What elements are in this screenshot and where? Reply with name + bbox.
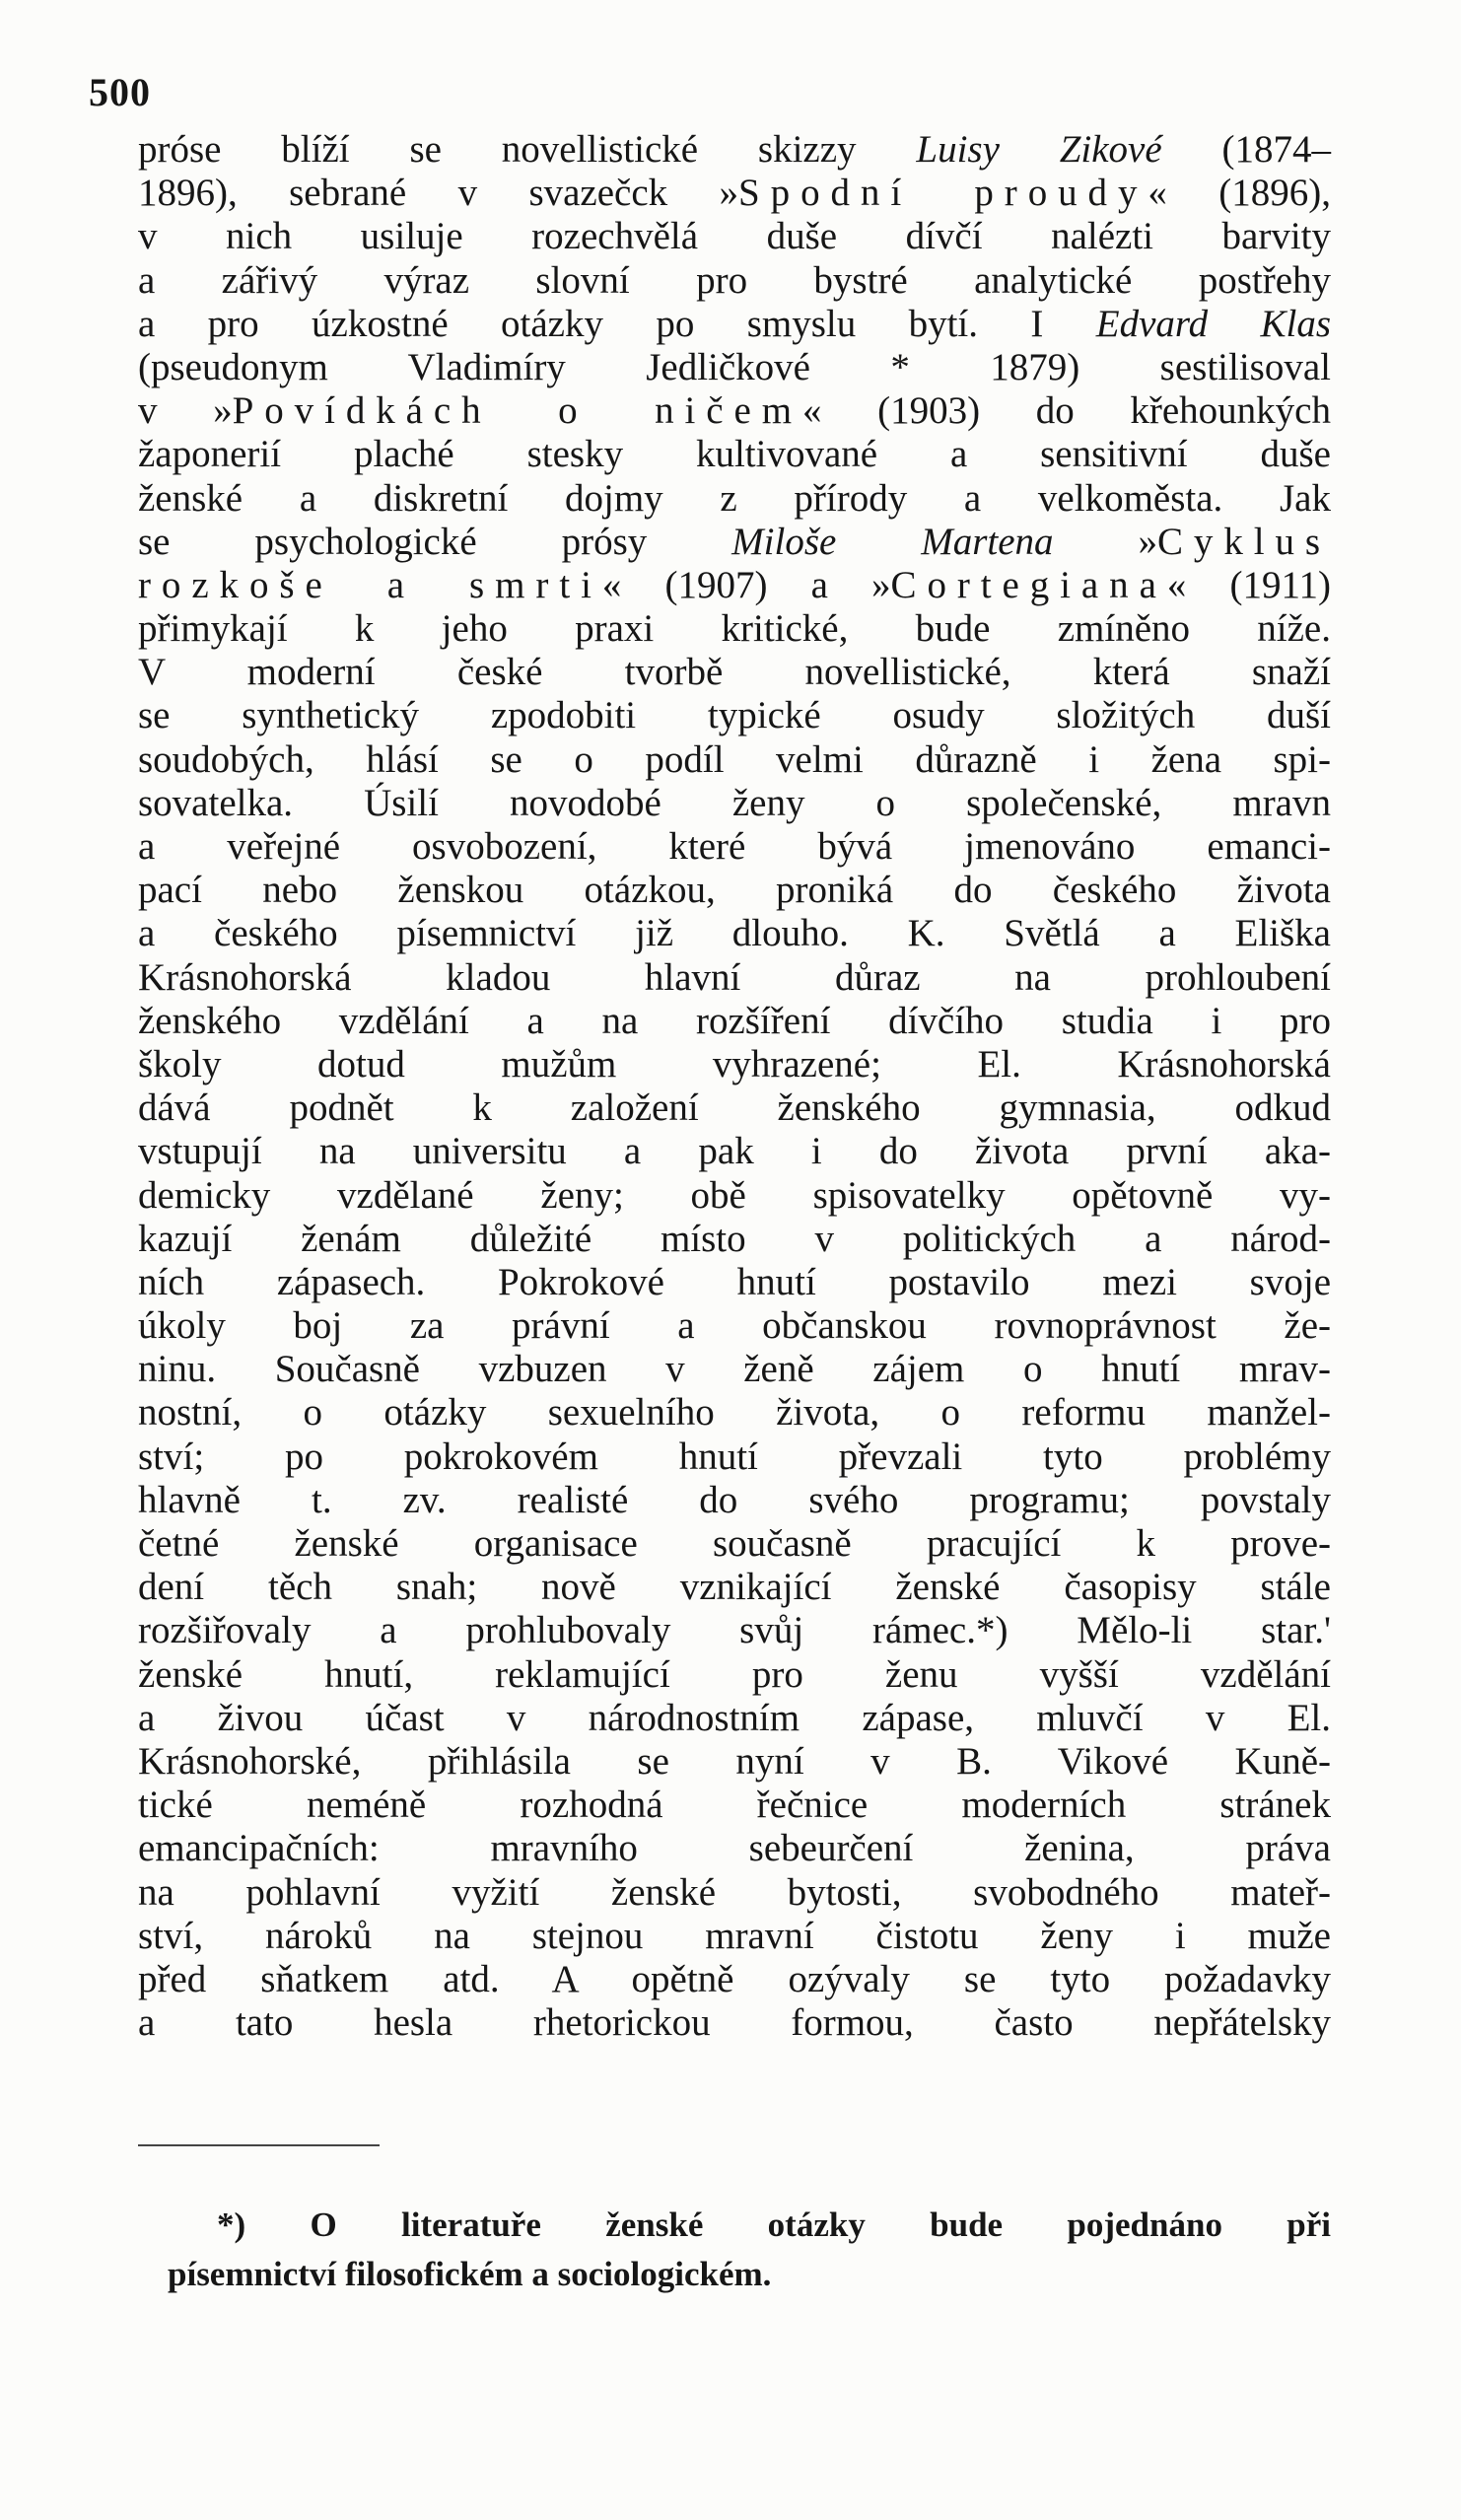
text-line: dává podnět k založení ženského gymnasia, odkud (138, 1086, 1331, 1130)
text-line: 1896), sebrané v svazečck »Spodní proudy« (1896), (138, 172, 1331, 215)
text-line: ství; po pokrokovém hnutí převzali tyto problémy (138, 1435, 1331, 1478)
text-line: emancipačních: mravního sebeurčení ženina, práva (138, 1827, 1331, 1870)
text-line: ství, nároků na stejnou mravní čistotu ženy i muže (138, 1914, 1331, 1957)
footnote-line: *) O literatuře ženské otázky bude pojednáno při (217, 2205, 1331, 2244)
text-line: rozkoše a smrti« (1907) a »Cortegiana« (1911) (138, 563, 1331, 606)
text-line: soudobých, hlásí se o podíl velmi důrazně i žena spi- (138, 737, 1331, 781)
text-line: demicky vzdělané ženy; obě spisovatelky opětovně vy- (138, 1173, 1331, 1217)
text-line: ninu. Současně vzbuzen v ženě zájem o hnutí mrav- (138, 1348, 1331, 1391)
text-line: tické neméně rozhodná řečnice moderních stránek (138, 1784, 1331, 1827)
text-line: Krásnohorské, přihlásila se nyní v B. Vikové Kuně- (138, 1739, 1331, 1783)
text-line: V moderní české tvorbě novellistické, která snaží (138, 651, 1331, 694)
footnote-line: písemnictví filosofickém a sociologickém. (168, 2255, 772, 2293)
text-line: hlavně t. zv. realisté do svého programu; povstaly (138, 1478, 1331, 1521)
text-line: ženské hnutí, reklamující pro ženu vyšší vzdělání (138, 1652, 1331, 1696)
text-line: próse blíží se novellistické skizzy Luisy Zikové (1874– (138, 128, 1332, 171)
text-line: (pseudonym Vladimíry Jedličkové * 1879) sestilisoval (138, 345, 1331, 388)
text-line: a zářivý výraz slovní pro bystré analytické postřehy (138, 258, 1331, 302)
text-line: sovatelka. Úsilí novodobé ženy o společenské, mravn (138, 781, 1331, 824)
text-line: přimykají k jeho praxi kritické, bude zmíněno níže. (138, 607, 1331, 651)
text-line: na pohlavní vyžití ženské bytosti, svobodného mateř- (138, 1870, 1331, 1914)
text-line: rozšiřovaly a prohlubovaly svůj rámec.*) Mělo-li star.' (138, 1609, 1331, 1652)
text-line: nostní, o otázky sexuelního života, o reformu manžel- (138, 1391, 1331, 1435)
page-number: 500 (89, 70, 151, 114)
text-line: ženského vzdělání a na rozšíření dívčího studia i pro (138, 999, 1331, 1042)
text-line: vstupují na universitu a pak i do života první aka- (138, 1130, 1331, 1173)
footnote (168, 2201, 1331, 2299)
text-line: četné ženské organisace současně pracující k prove- (138, 1522, 1331, 1565)
text-line: kazují ženám důležité místo v politických a národ- (138, 1217, 1331, 1260)
text-line: v »Povídkách o ničem« (1903) do křehounkých (138, 389, 1331, 433)
text-line: ženské a diskretní dojmy z přírody a velkoměsta. Jak (138, 476, 1331, 520)
text-line: a českého písemnictví již dlouho. K. Světlá a Eliška (138, 912, 1331, 955)
footnote-divider (138, 2144, 380, 2146)
text-line: se psychologické prósy Miloše Martena »Cyklus (138, 520, 1332, 563)
text-line: v nich usiluje rozechvělá duše dívčí nalézti barvity (138, 215, 1331, 258)
text-line: před sňatkem atd. A opětně ozývaly se tyto požadavky (138, 1957, 1331, 2000)
text-line: úkoly boj za právní a občanskou rovnoprávnost že- (138, 1304, 1331, 1348)
text-line: školy dotud mužům vyhrazené; El. Krásnohorská (138, 1042, 1331, 1085)
text-line: a tato hesla rhetorickou formou, často nepřátelsky (138, 2001, 1331, 2045)
text-line: pací nebo ženskou otázkou, proniká do českého života (138, 869, 1331, 912)
text-line: Krásnohorská kladou hlavní důraz na prohloubení (138, 955, 1331, 999)
text-line: dení těch snah; nově vznikající ženské časopisy stále (138, 1566, 1331, 1609)
text-line: a živou účast v národnostním zápase, mluvčí v El. (138, 1696, 1331, 1739)
text-line: se synthetický zpodobiti typické osudy složitých duší (138, 694, 1331, 737)
text-line: žaponerií plaché stesky kultivované a sensitivní duše (138, 433, 1331, 476)
text-line: a veřejné osvobození, které bývá jmenováno emanci- (138, 825, 1331, 868)
text-line: ních zápasech. Pokrokové hnutí postavilo mezi svoje (138, 1260, 1331, 1303)
main-text (138, 128, 1331, 2045)
text-line: a pro úzkostné otázky po smyslu bytí. I Edvard Klas (138, 302, 1332, 345)
